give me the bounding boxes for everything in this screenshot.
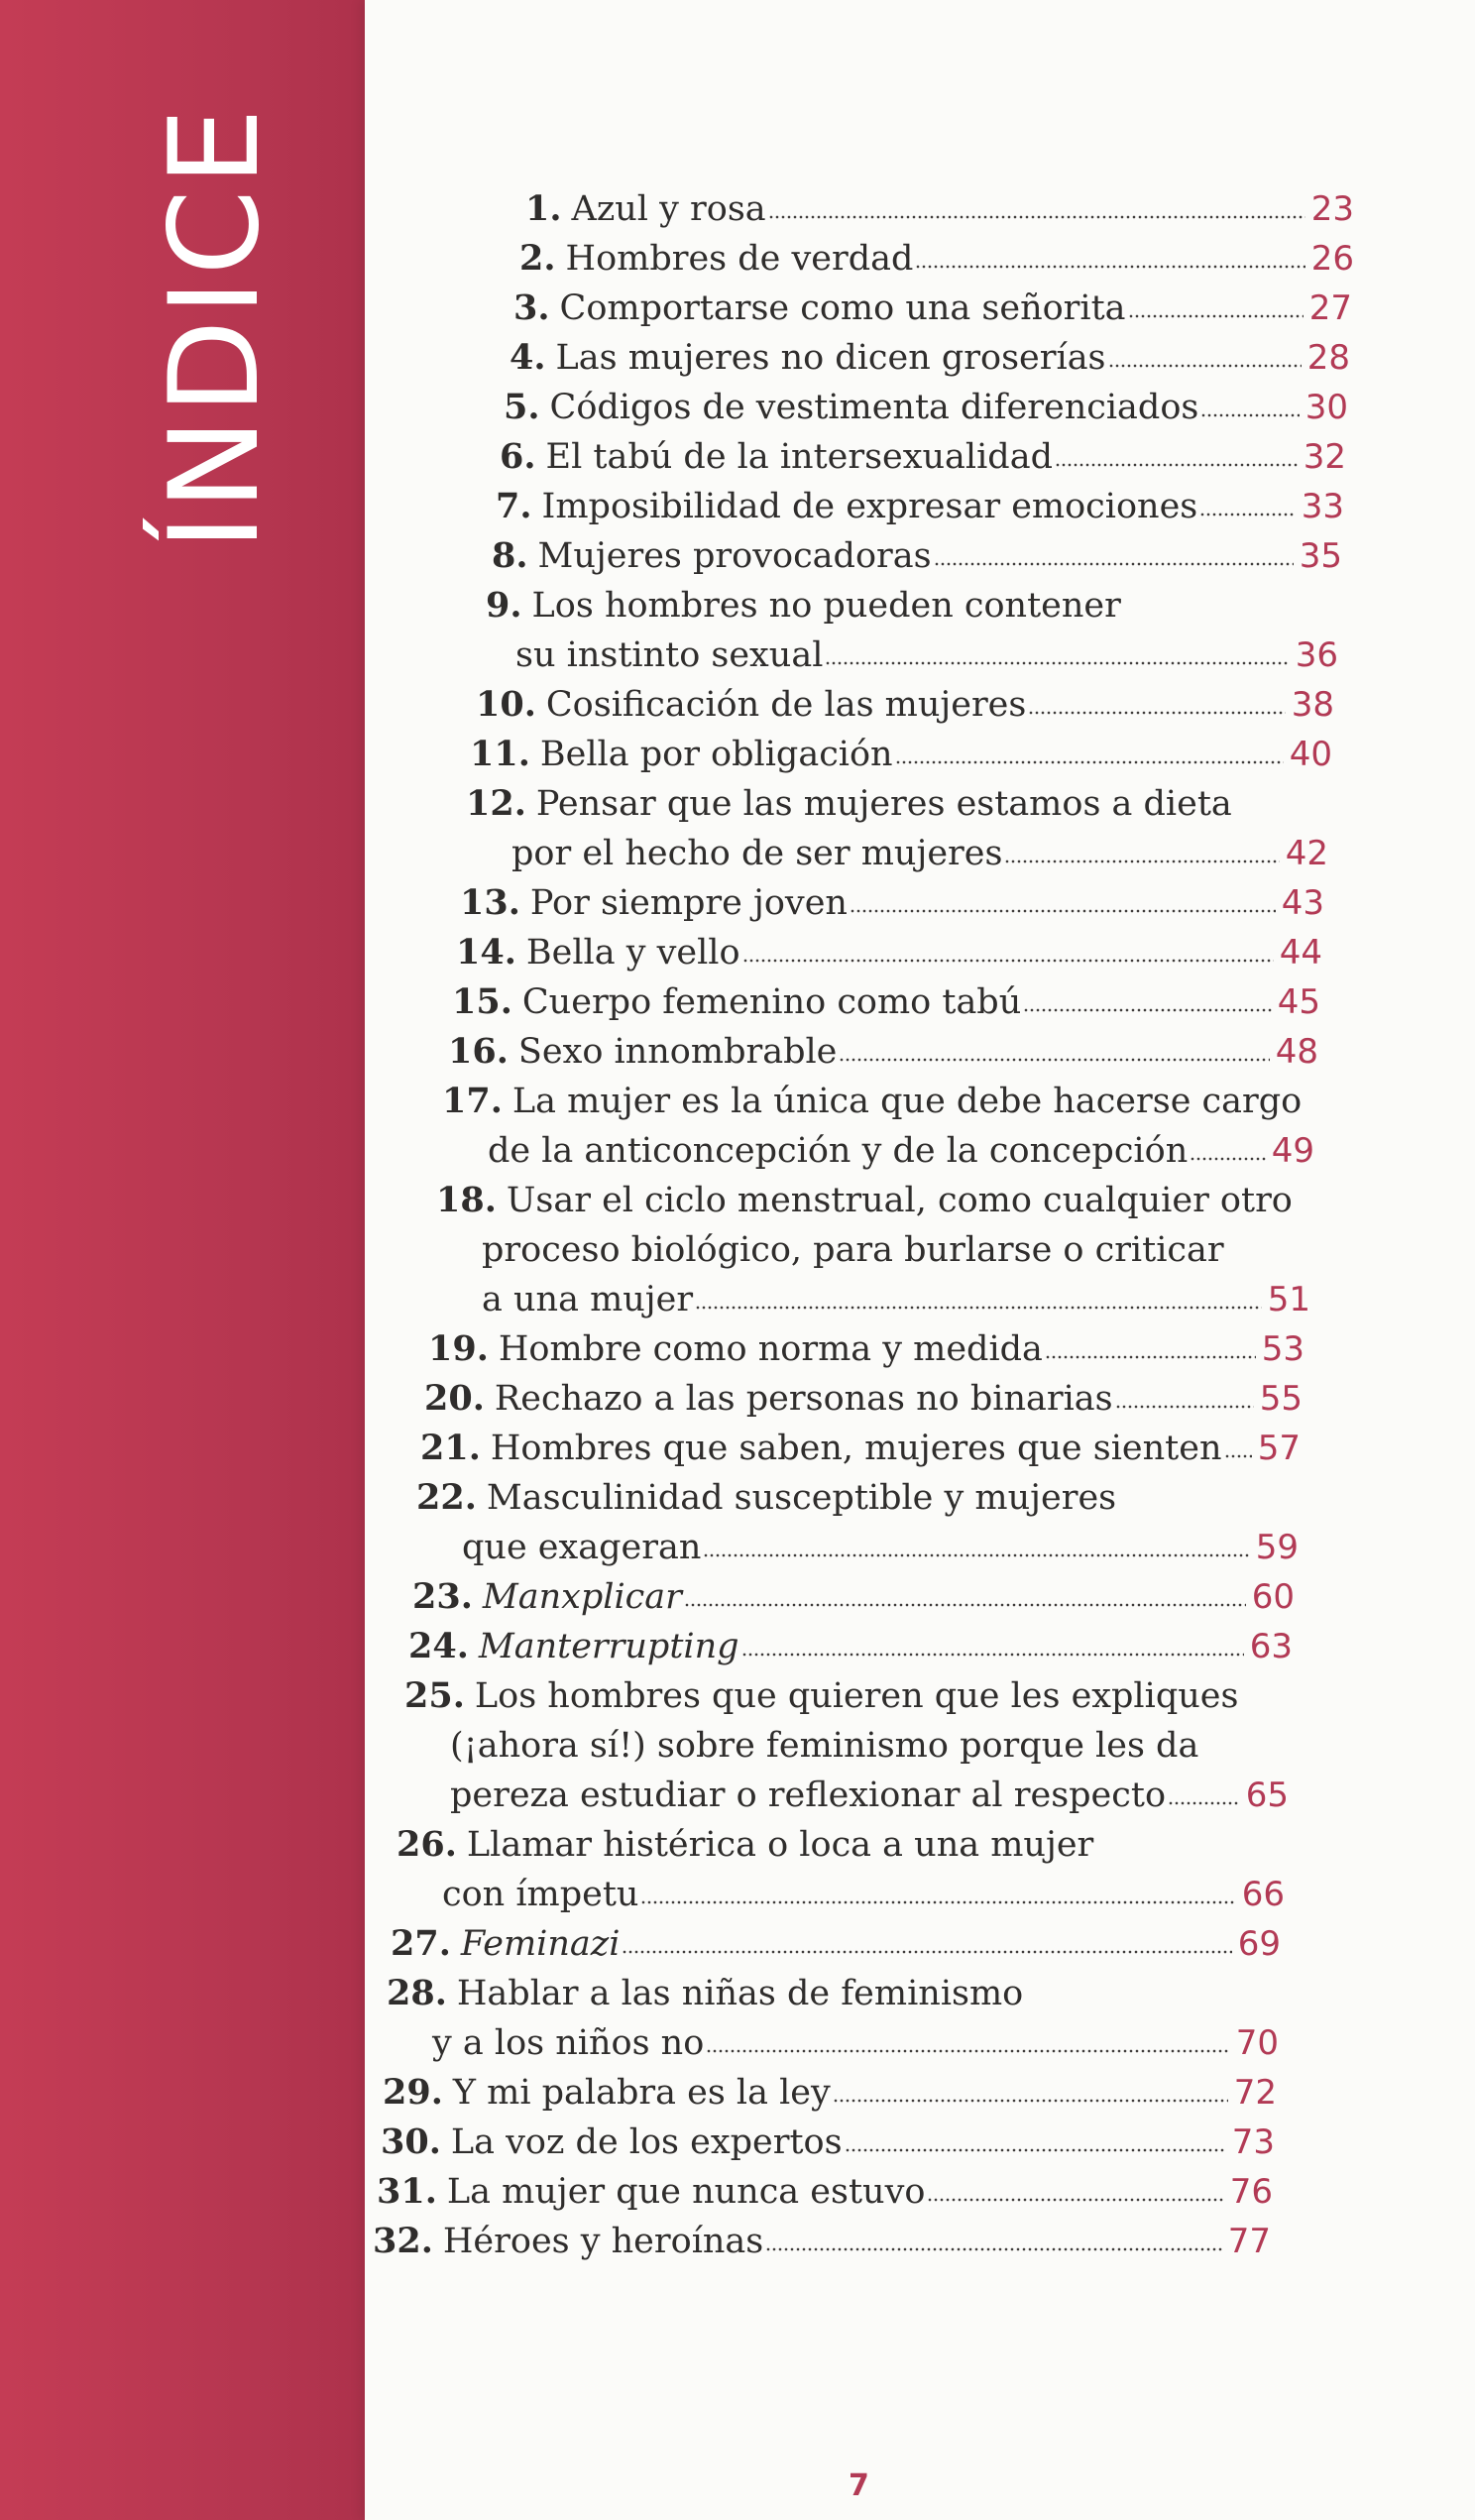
chapter-title: La voz de los expertos — [450, 2122, 843, 2162]
toc-line — [460, 878, 1324, 928]
toc-line — [486, 581, 1338, 630]
chapter-page: 48 — [1275, 1032, 1318, 1072]
chapter-page: 66 — [1241, 1875, 1285, 1914]
toc-line — [492, 531, 1342, 581]
toc-entry — [496, 482, 1344, 531]
toc-entry — [504, 383, 1348, 432]
toc-entry — [383, 2068, 1277, 2118]
toc-entry — [408, 1622, 1293, 1671]
toc-entry — [466, 779, 1328, 878]
dot-leader — [839, 1057, 1269, 1063]
chapter-page: 63 — [1249, 1627, 1293, 1666]
chapter-number: 25. — [404, 1675, 465, 1716]
chapter-page: 65 — [1245, 1775, 1289, 1815]
dot-leader — [1199, 512, 1295, 517]
toc-line — [420, 1424, 1301, 1473]
toc-line — [424, 1374, 1303, 1424]
chapter-title: Hablar a las niñas de feminismo — [456, 1974, 1024, 2013]
chapter-title: Masculinidad susceptible y mujeres — [486, 1478, 1117, 1518]
toc-entry — [476, 680, 1334, 730]
toc-entry — [460, 878, 1324, 928]
chapter-title: El tabú de la intersexualidad — [545, 437, 1053, 477]
chapter-page: 43 — [1281, 883, 1324, 923]
chapter-title: Usar el ciclo menstrual, como cualquier otro — [506, 1181, 1293, 1220]
chapter-title: Azul y rosa — [571, 189, 766, 229]
chapter-page: 70 — [1235, 2023, 1279, 2063]
chapter-number: 24. — [408, 1626, 469, 1666]
dot-leader — [622, 1949, 1231, 1955]
chapter-title: Códigos de vestimenta diferenciados — [549, 388, 1199, 427]
chapter-number: 6. — [500, 436, 536, 477]
toc-entry — [381, 2118, 1275, 2167]
toc-entry — [513, 284, 1352, 333]
toc-line — [397, 1870, 1285, 1919]
toc-line — [397, 1820, 1285, 1870]
dot-leader — [1023, 1007, 1271, 1013]
toc-line — [456, 928, 1322, 977]
chapter-page: 44 — [1279, 933, 1322, 973]
chapter-number: 28. — [387, 1973, 447, 2013]
chapter-page: 32 — [1303, 437, 1346, 477]
chapter-number: 15. — [452, 981, 512, 1022]
toc-line — [486, 630, 1338, 680]
chapter-number: 16. — [448, 1031, 509, 1072]
dot-leader — [850, 908, 1276, 914]
chapter-title: Comportarse como una señorita — [559, 288, 1126, 328]
dot-leader — [895, 759, 1284, 765]
toc-line — [412, 1572, 1295, 1622]
toc-entry — [424, 1374, 1303, 1424]
toc-entry — [519, 234, 1354, 284]
chapter-page: 53 — [1261, 1329, 1305, 1369]
dot-leader — [640, 1899, 1235, 1905]
chapter-page: 55 — [1259, 1379, 1303, 1419]
toc-line — [470, 730, 1332, 779]
dot-leader — [1045, 1354, 1256, 1360]
chapter-title: Manxplicar — [482, 1577, 682, 1617]
chapter-title: (¡ahora sí!) sobre feminismo porque les da — [450, 1726, 1199, 1766]
toc-entry — [391, 1919, 1281, 1969]
chapter-title: Feminazi — [460, 1924, 621, 1964]
toc-line — [519, 234, 1354, 284]
chapter-title: Y mi palabra es la ley — [452, 2073, 831, 2113]
toc-line — [387, 2018, 1279, 2068]
toc-entry — [387, 1969, 1279, 2068]
toc-entry — [500, 432, 1346, 482]
chapter-title: Llamar histérica o loca a una mujer — [466, 1825, 1094, 1865]
chapter-page: 36 — [1295, 635, 1338, 675]
dot-leader — [934, 561, 1294, 567]
chapter-page: 27 — [1308, 288, 1352, 328]
toc-entry — [525, 184, 1354, 234]
chapter-page: 77 — [1227, 2222, 1271, 2261]
dot-leader — [845, 2147, 1226, 2153]
chapter-title: Los hombres que quieren que les expliques — [474, 1676, 1239, 1716]
toc-line — [391, 1919, 1281, 1969]
index-title: ÍNDICE — [144, 103, 286, 551]
chapter-page: 33 — [1301, 487, 1344, 526]
chapter-title: Pensar que las mujeres estamos a dieta — [535, 784, 1232, 824]
dot-leader — [825, 660, 1289, 666]
chapter-title: pereza estudiar o reflexionar al respecto — [450, 1775, 1167, 1815]
chapter-title: Mujeres provocadoras — [537, 536, 932, 576]
chapter-number: 13. — [460, 882, 520, 923]
toc-line — [404, 1721, 1289, 1771]
chapter-title: Cuerpo femenino como tabú — [521, 982, 1022, 1022]
chapter-number: 10. — [476, 684, 536, 725]
toc-line — [476, 680, 1334, 730]
chapter-number: 19. — [428, 1328, 489, 1369]
dot-leader — [1108, 363, 1302, 369]
chapter-title: Bella por obligación — [539, 735, 893, 774]
toc-line — [428, 1324, 1305, 1374]
toc-line — [436, 1275, 1310, 1324]
toc-line — [404, 1671, 1289, 1721]
chapter-title: a una mujer — [482, 1280, 694, 1319]
chapter-number: 32. — [373, 2221, 433, 2261]
chapter-number: 22. — [416, 1477, 477, 1518]
dot-leader — [742, 958, 1274, 964]
toc-line — [510, 333, 1350, 383]
chapter-title: Cosificación de las mujeres — [545, 685, 1027, 725]
chapter-title: Bella y vello — [525, 933, 740, 973]
toc-line — [466, 779, 1328, 829]
toc-line — [436, 1176, 1310, 1225]
chapter-number: 17. — [442, 1081, 503, 1121]
toc-entry — [492, 531, 1342, 581]
chapter-page: 28 — [1306, 338, 1350, 378]
chapter-number: 5. — [504, 387, 540, 427]
chapter-page: 76 — [1229, 2172, 1273, 2212]
chapter-title: y a los niños no — [432, 2023, 705, 2063]
chapter-title: Hombre como norma y medida — [498, 1329, 1043, 1369]
toc-line — [436, 1225, 1310, 1275]
chapter-number: 23. — [412, 1576, 473, 1617]
chapter-number: 29. — [383, 2072, 443, 2113]
toc-line — [500, 432, 1346, 482]
toc-line — [373, 2217, 1271, 2266]
dot-leader — [1028, 710, 1285, 716]
chapter-title: Las mujeres no dicen groserías — [555, 338, 1106, 378]
chapter-page: 59 — [1255, 1528, 1299, 1567]
chapter-number: 14. — [456, 932, 516, 973]
chapter-page: 26 — [1310, 239, 1354, 279]
chapter-page: 42 — [1285, 834, 1328, 873]
dot-leader — [706, 2048, 1229, 2054]
dot-leader — [768, 214, 1305, 220]
toc-entry — [397, 1820, 1285, 1919]
dot-leader — [1190, 1156, 1265, 1162]
dot-leader — [741, 1652, 1244, 1658]
chapter-page: 30 — [1305, 388, 1348, 427]
chapter-title: Imposibilidad de expresar emociones — [541, 487, 1198, 526]
toc-entry — [510, 333, 1350, 383]
toc-entry — [428, 1324, 1305, 1374]
toc-entry — [373, 2217, 1271, 2266]
dot-leader — [703, 1552, 1249, 1558]
chapter-page: 45 — [1277, 982, 1320, 1022]
chapter-title: Por siempre joven — [529, 883, 848, 923]
dot-leader — [695, 1305, 1262, 1311]
dot-leader — [1004, 859, 1279, 864]
toc-entry — [442, 1077, 1314, 1176]
chapter-number: 27. — [391, 1923, 451, 1964]
chapter-number: 30. — [381, 2121, 441, 2162]
chapter-number: 3. — [513, 287, 550, 328]
toc-line — [383, 2068, 1277, 2118]
chapter-page: 40 — [1289, 735, 1332, 774]
chapter-number: 4. — [510, 337, 546, 378]
chapter-page: 69 — [1237, 1924, 1281, 1964]
page-number: 7 — [849, 2468, 869, 2503]
chapter-title: Rechazo a las personas no binarias — [494, 1379, 1113, 1419]
chapter-title: Sexo innombrable — [517, 1032, 838, 1072]
chapter-number: 7. — [496, 486, 532, 526]
toc-line — [381, 2118, 1275, 2167]
toc-line — [442, 1077, 1314, 1126]
chapter-number: 9. — [486, 585, 522, 626]
chapter-page: 35 — [1299, 536, 1342, 576]
chapter-number: 20. — [424, 1378, 485, 1419]
toc-entry — [456, 928, 1322, 977]
chapter-title: Manterrupting — [478, 1627, 739, 1666]
toc-line — [408, 1622, 1293, 1671]
dot-leader — [684, 1602, 1246, 1608]
chapter-number: 31. — [377, 2171, 437, 2212]
toc-entry — [448, 1027, 1318, 1077]
toc-line — [496, 482, 1344, 531]
toc-line — [525, 184, 1354, 234]
dot-leader — [765, 2246, 1221, 2252]
toc-entry — [377, 2167, 1273, 2217]
chapter-page: 60 — [1251, 1577, 1295, 1617]
chapter-title: Hombres de verdad — [565, 239, 914, 279]
toc-entry — [452, 977, 1320, 1027]
chapter-page: 49 — [1271, 1131, 1314, 1171]
chapter-page: 57 — [1257, 1429, 1301, 1468]
chapter-page: 38 — [1291, 685, 1334, 725]
chapter-page: 73 — [1231, 2122, 1275, 2162]
chapter-title: Hombres que saben, mujeres que sienten — [490, 1429, 1222, 1468]
chapter-page: 72 — [1233, 2073, 1277, 2113]
dot-leader — [1128, 313, 1304, 319]
chapter-title: su instinto sexual — [515, 635, 824, 675]
toc-line — [442, 1126, 1314, 1176]
dot-leader — [915, 264, 1305, 270]
chapter-number: 26. — [397, 1824, 457, 1865]
toc-line — [416, 1473, 1299, 1523]
dot-leader — [833, 2098, 1228, 2104]
toc-line — [504, 383, 1348, 432]
chapter-title: que exageran — [462, 1528, 702, 1567]
dot-leader — [1115, 1404, 1254, 1410]
chapter-number: 11. — [470, 734, 530, 774]
toc-line — [466, 829, 1328, 878]
chapter-number: 21. — [420, 1428, 481, 1468]
dot-leader — [927, 2197, 1223, 2203]
toc-line — [452, 977, 1320, 1027]
toc-line — [387, 1969, 1279, 2018]
toc-entry — [436, 1176, 1310, 1324]
toc-line — [416, 1523, 1299, 1572]
toc-entry — [470, 730, 1332, 779]
toc-entry — [404, 1671, 1289, 1820]
chapter-number: 18. — [436, 1180, 497, 1220]
dot-leader — [1200, 412, 1299, 418]
toc-line — [513, 284, 1352, 333]
chapter-title: con ímpetu — [442, 1875, 639, 1914]
chapter-title: Héroes y heroínas — [442, 2222, 764, 2261]
chapter-title: de la anticoncepción y de la concepción — [488, 1131, 1189, 1171]
toc-entry — [412, 1572, 1295, 1622]
chapter-number: 8. — [492, 535, 528, 576]
toc-entry — [416, 1473, 1299, 1572]
chapter-title: Los hombres no pueden contener — [531, 586, 1121, 626]
dot-leader — [1055, 462, 1298, 468]
chapter-title: La mujer que nunca estuvo — [446, 2172, 926, 2212]
chapter-number: 1. — [525, 188, 562, 229]
toc-entry — [420, 1424, 1301, 1473]
toc-line — [448, 1027, 1318, 1077]
chapter-page: 51 — [1267, 1280, 1310, 1319]
dot-leader — [1224, 1453, 1252, 1459]
chapter-number: 12. — [466, 783, 526, 824]
chapter-title: proceso biológico, para burlarse o criticar — [482, 1230, 1224, 1270]
chapter-page: 23 — [1310, 189, 1354, 229]
chapter-number: 2. — [519, 238, 556, 279]
toc-entry — [486, 581, 1338, 680]
chapter-title: por el hecho de ser mujeres — [511, 834, 1003, 873]
dot-leader — [1168, 1800, 1240, 1806]
toc-line — [404, 1771, 1289, 1820]
toc-line — [377, 2167, 1273, 2217]
chapter-title: La mujer es la única que debe hacerse cargo — [511, 1082, 1303, 1121]
